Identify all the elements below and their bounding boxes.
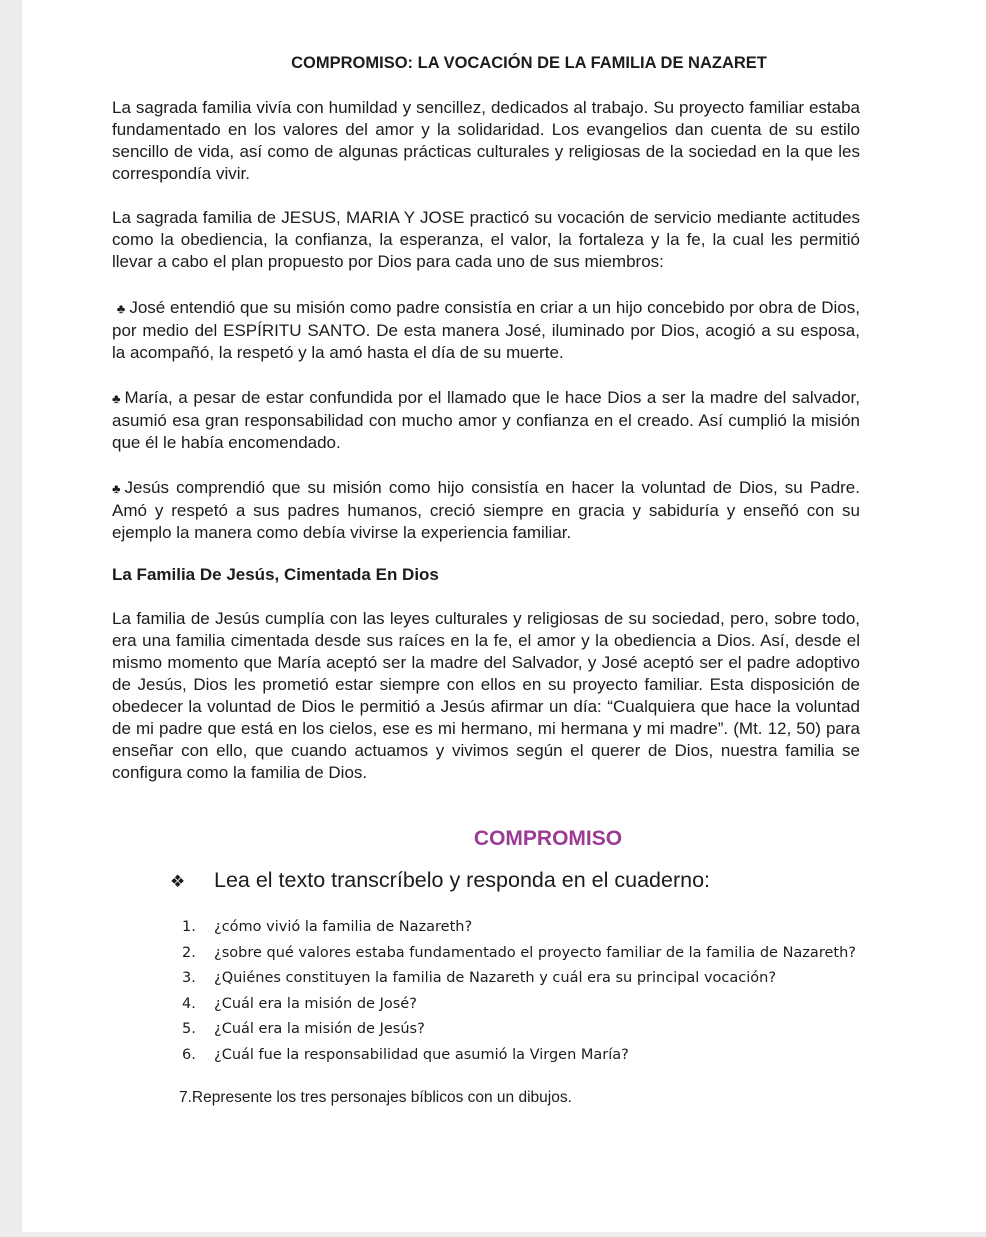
page-title: COMPROMISO: LA VOCACIÓN DE LA FAMILIA DE NAZARET [291, 54, 767, 72]
paragraph-text: La sagrada familia de JESUS, MARIA Y JOSE practicó su vocación de servicio mediante actitudes como la obediencia, la confianza, la esperanza, el valor, la fortaleza y la fe, la cual les permitió llevar a cabo el plan propuesto por Dios para cada uno de sus miembros: [112, 208, 860, 271]
paragraph-text: Jesús comprendió que su misión como hijo consistía en hacer la voluntad de Dios, su Padre. Amó y respetó a sus padres humanos, creció siempre en gracia y sabiduría y enseñó con su ejemplo la manera como debía vivirse la experiencia familiar. [112, 478, 860, 542]
question-text: ¿Cuál era la misión de Jesús? [214, 1021, 425, 1037]
bullet-paragraph [112, 297, 860, 364]
paragraph-maria [112, 387, 860, 454]
paragraph-text: María, a pesar de estar confundida por el llamado que le hace Dios a ser la madre del salvador, asumió esa gran responsabilidad con mucho amor y confianza en el creado. Así cumplió la misión que él le había encomendado. [112, 388, 860, 452]
paragraph-text: José entendió que su misión como padre consistía en criar a un hijo concebido por obra de Dios, por medio del ESPÍRITU SANTO. De esta manera José, iluminado por Dios, acogió a su esposa, la acompañó, la respetó y la amó hasta el día de su muerte. [112, 298, 860, 362]
paragraph-jose [112, 297, 860, 364]
question-text: ¿sobre qué valores estaba fundamentado el proyecto familiar de la familia de Nazareth? [214, 944, 856, 961]
club-bullet-icon: ♣ [112, 391, 121, 406]
diamond-bullet-icon: ❖ [170, 872, 186, 891]
question-item [182, 966, 856, 992]
club-bullet-icon: ♣ [116, 301, 126, 316]
bullet-paragraph [112, 477, 860, 544]
question-item [182, 992, 856, 1018]
question-item [182, 1017, 856, 1043]
paragraph-jesus [112, 477, 860, 544]
question-text: ¿cómo vivió la familia de Nazareth? [214, 919, 473, 935]
commitment-heading: COMPROMISO [473, 827, 623, 850]
question-number: 5. [182, 1021, 196, 1037]
question-item [182, 915, 856, 941]
question-number: 6. [182, 1046, 196, 1063]
document-page [22, 0, 986, 1232]
question-text: ¿Cuál era la misión de José? [214, 995, 417, 1012]
instruction-text: Lea el texto transcríbelo y responda en el cuaderno: [214, 868, 711, 892]
question-text: ¿Quiénes constituyen la familia de Nazareth y cuál era su principal vocación? [214, 970, 777, 986]
club-bullet-icon: ♣ [112, 481, 121, 496]
instruction-line [170, 868, 710, 893]
question-list [182, 915, 856, 1068]
section-heading: La Familia De Jesús, Cimentada En Dios [112, 565, 439, 584]
question-text: ¿Cuál fue la responsabilidad que asumió la Virgen María? [214, 1046, 629, 1063]
bullet-paragraph [112, 387, 860, 454]
question-number: 1. [182, 919, 196, 935]
paragraph-intro [112, 97, 860, 185]
paragraph-text: La sagrada familia vivía con humildad y sencillez, dedicados al trabajo. Su proyecto familiar estaba fundamentado en los valores del amor y la solidaridad. Los evangelios dan cuenta de su estilo sencillo de vida, así como de algunas prácticas culturales y religiosas de la sociedad en la que les correspondía vivir. [112, 98, 860, 183]
question-7: 7.Represente los tres personajes bíblicos con un dibujos. [179, 1089, 572, 1106]
question-number: 4. [182, 995, 196, 1012]
paragraph-family-founded [112, 608, 860, 784]
question-number: 3. [182, 970, 196, 986]
question-item [182, 1043, 856, 1069]
paragraph-vocation [112, 207, 860, 273]
question-number: 2. [182, 944, 196, 961]
paragraph-text: La familia de Jesús cumplía con las leyes culturales y religiosas de su sociedad, pero, sobre todo, era una familia cimentada desde sus raíces en la fe, el amor y la obediencia a Dios. Así, desde el mismo momento que María aceptó ser la madre del Salvador, y José aceptó ser el padre adoptivo de Jesús, Dios les prometió estar siempre con ellos en su proyecto familiar. Esta disposición de obedecer la voluntad de Dios le permitió a Jesús afirmar un día: “Cualquiera que hace la voluntad de mi padre que está en los cielos, ese es mi hermano, mi hermana y mi madre”. (Mt. 12, 50) para enseñar con ello, que cuando actuamos y vivimos según el querer de Dios, nuestra familia se configura como la familia de Dios. [112, 609, 860, 782]
question-item [182, 941, 856, 967]
